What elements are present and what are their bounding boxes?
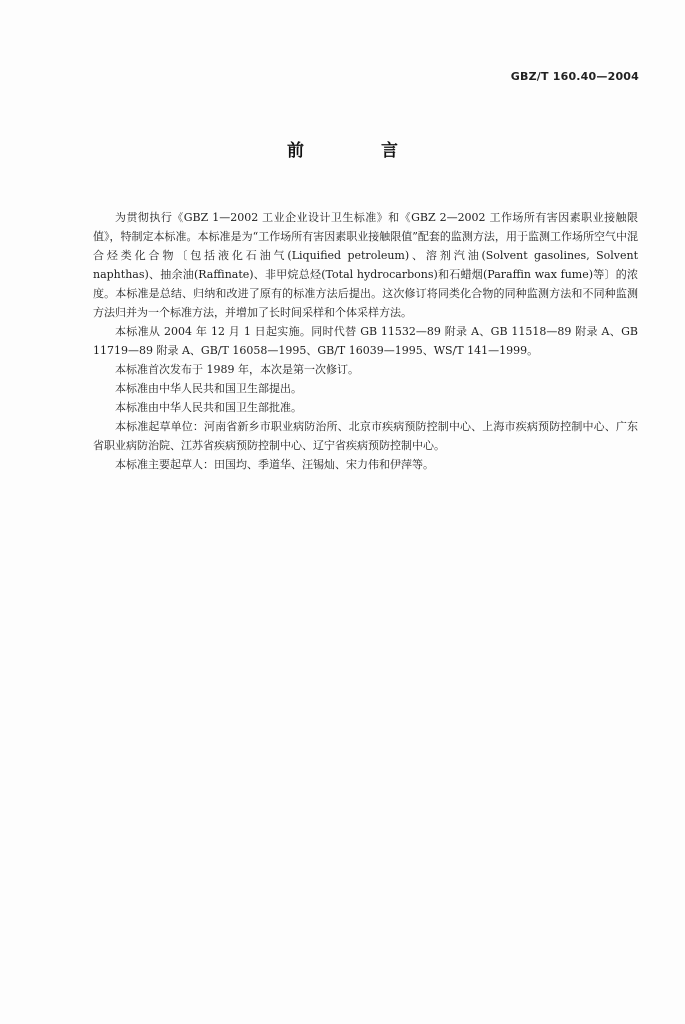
paragraph-drafters: 本标准主要起草人：田国均、季道华、汪锡灿、宋力伟和伊萍等。 <box>115 458 434 471</box>
paragraph-drafting-units: 本标准起草单位：河南省新乡市职业病防治所、北京市疾病预防控制中心、上海市疾病预防控制中心、广东省职业病防治院、江苏省疾病预防控制中心、辽宁省疾病预防控制中心。 <box>93 420 638 452</box>
foreword-body <box>93 208 638 474</box>
paragraph-first-release: 本标准首次发布于 1989 年，本次是第一次修订。 <box>115 363 359 376</box>
paragraph-proposed-by: 本标准由中华人民共和国卫生部提出。 <box>115 382 302 395</box>
paragraph-approved-by: 本标准由中华人民共和国卫生部批准。 <box>115 401 302 414</box>
standard-code: GBZ/T 160.40—2004 <box>510 70 639 83</box>
page-title: 前 言 <box>287 141 428 161</box>
paragraph-effective-date: 本标准从 2004 年 12 月 1 日起实施。同时代替 GB 11532—89 附录 A、GB 11518—89 附录 A、GB 11719—89 附录 A、GB/T 16058—1995、GB/T 16039—1995、WS/T 141—1999。 <box>93 325 638 357</box>
paragraph-purpose: 为贯彻执行《GBZ 1—2002 工业企业设计卫生标准》和《GBZ 2—2002 工作场所有害因素职业接触限值》，特制定本标准。本标准是为“工作场所有害因素职业接触限值”配套的监测方法，用于监测工作场所空气中混合烃类化合物〔包括液化石油气(Liquified petroleum)、溶剂汽油(Solvent gasolines, Solvent naphthas)、抽余油(Raffinate)、非甲烷总烃(Total hydrocarbons)和石蜡烟(Paraffin wax fume)等〕的浓度。本标准是总结、归纳和改进了原有的标准方法后提出。这次修订将同类化合物的同种监测方法和不同种监测方法归并为一个标准方法，并增加了长时间采样和个体采样方法。 <box>93 211 638 319</box>
